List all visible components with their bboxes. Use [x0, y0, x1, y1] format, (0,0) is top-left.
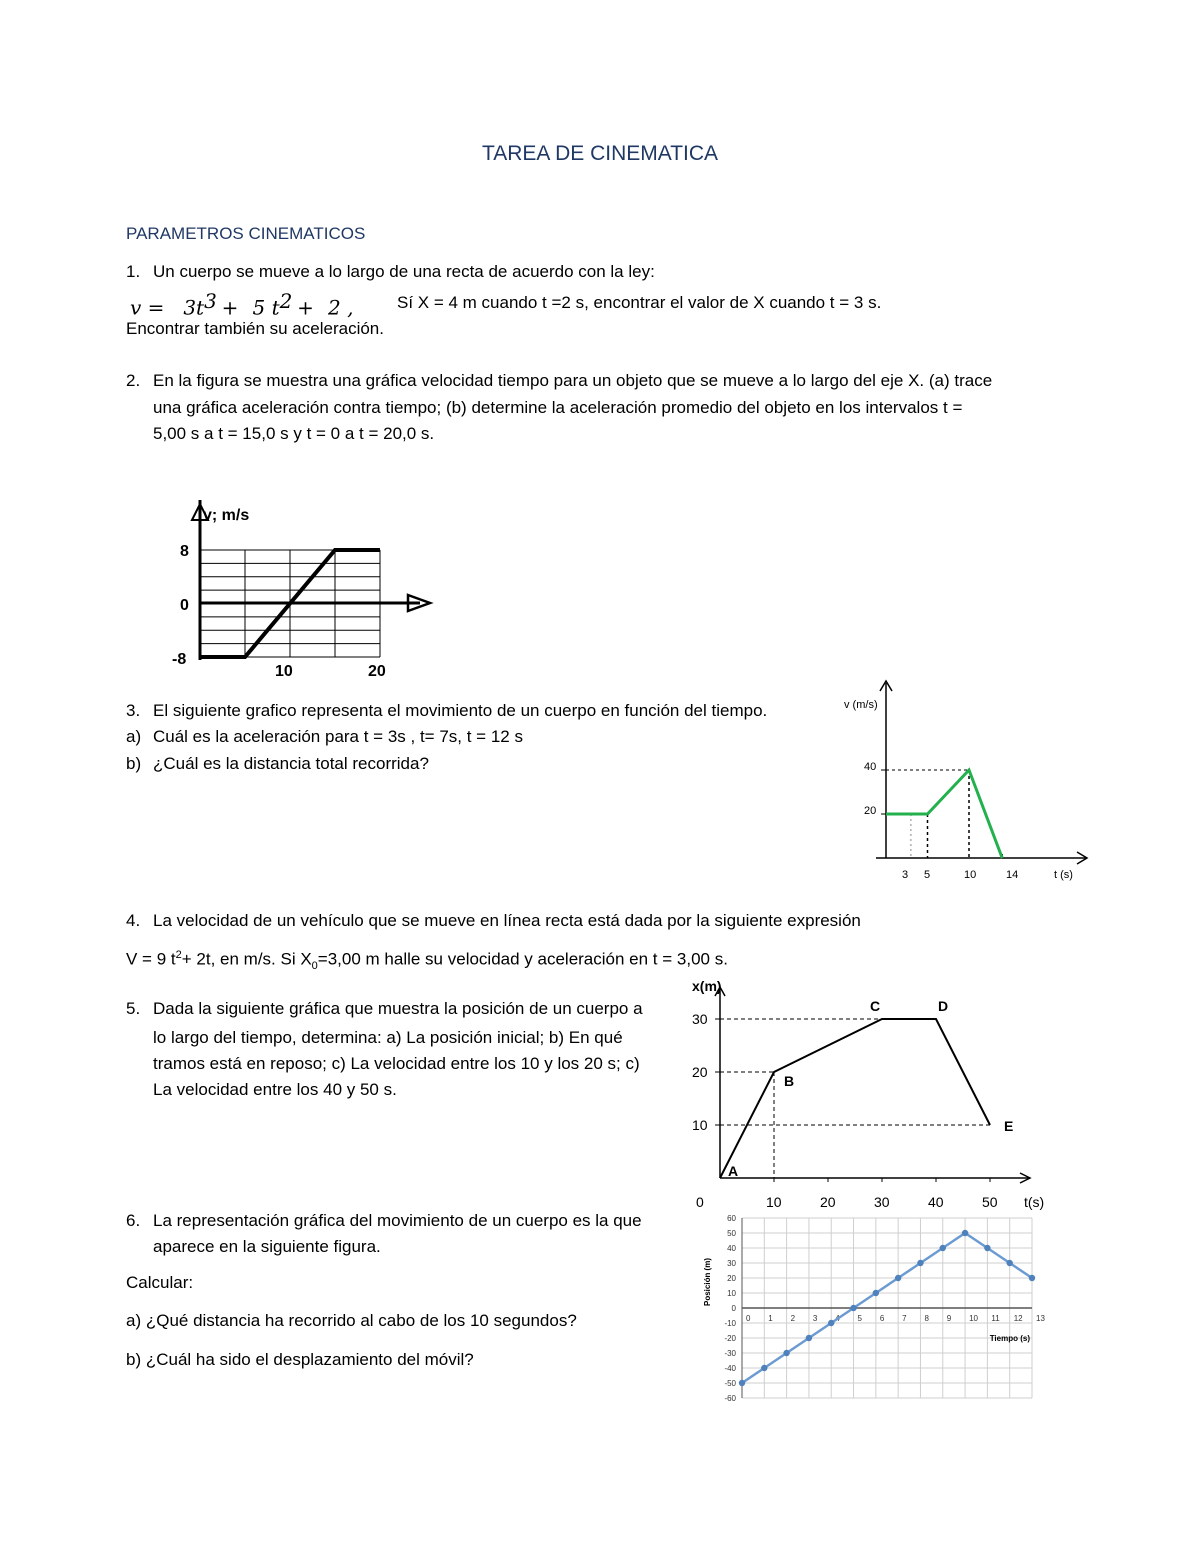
option-label: b) — [126, 754, 142, 773]
question-6-a: a) ¿Qué distancia ha recorrido al cabo de los 10 segundos? — [126, 1311, 577, 1330]
data-point — [806, 1335, 812, 1341]
y-tick-label: 10 — [727, 1289, 736, 1298]
question-text: Un cuerpo se mueve a lo largo de una recta de acuerdo con la ley: — [153, 262, 655, 281]
x-tick-label: 1 — [768, 1314, 773, 1323]
data-point — [850, 1305, 856, 1311]
option-text: ¿Cuál es la distancia total recorrida? — [153, 754, 429, 773]
position-graph-2 — [690, 1210, 1050, 1410]
y-tick-label: -20 — [724, 1334, 736, 1343]
x-tick-label: 0 — [696, 1194, 704, 1210]
data-point — [962, 1230, 968, 1236]
eq-exp-b: 2 — [279, 289, 293, 313]
y-axis-label: x(m) — [692, 978, 722, 994]
y-axis-label: v; m/s — [203, 507, 250, 524]
y-axis-label: Posición (m) — [703, 1257, 712, 1307]
data-point — [895, 1275, 901, 1281]
x-tick-label: 0 — [746, 1314, 751, 1323]
question-4 — [126, 908, 861, 934]
x-axis-label: t(s) — [1024, 1194, 1045, 1210]
data-point — [828, 1320, 834, 1326]
expression-part: =3,00 m halle su velocidad y aceleración en t = 3,00 s. — [317, 949, 728, 969]
question-5 — [126, 996, 643, 1022]
y-tick-label: -8 — [172, 651, 187, 668]
question-text: La velocidad de un vehículo que se mueve en línea recta está dada por la siguiente expresión — [153, 911, 861, 930]
question-6-line2: aparece en la siguiente figura. — [153, 1237, 381, 1256]
expression-subscript: 0 — [311, 960, 318, 973]
y-tick-label: 8 — [180, 543, 189, 560]
section-heading: PARAMETROS CINEMATICOS — [126, 224, 366, 243]
question-3 — [126, 698, 767, 724]
eq-term-b: 5 t — [252, 295, 280, 320]
x-tick-label: 5 — [924, 869, 931, 881]
question-5-line2: lo largo del tiempo, determina: a) La posición inicial; b) En qué — [153, 1028, 623, 1047]
x-tick-label: 10 — [969, 1314, 978, 1323]
velocity-graph-2 — [836, 675, 1096, 890]
y-tick-label: 40 — [727, 1244, 736, 1253]
velocity-graph-1 — [160, 500, 450, 690]
data-point — [1006, 1260, 1012, 1266]
question-1-condition: Sí X = 4 m cuando t =2 s, encontrar el valor de X cuando t = 3 s. — [397, 293, 882, 312]
x-tick-label: 3 — [902, 869, 909, 881]
question-number: 1. — [126, 262, 141, 281]
question-5-line3: tramos está en reposo; c) La velocidad entre los 10 y los 20 s; c) — [153, 1054, 640, 1073]
question-2-line2: una gráfica aceleración contra tiempo; (b) determine la aceleración promedio del objeto en los intervalos t = — [153, 398, 963, 417]
y-tick-label: 40 — [864, 761, 877, 773]
page-title: TAREA DE CINEMATICA — [481, 142, 719, 165]
point-label: D — [938, 998, 949, 1014]
x-tick-label: 12 — [1013, 1314, 1023, 1323]
y-tick-label: 60 — [727, 1214, 736, 1223]
question-2-line3: 5,00 s a t = 15,0 s y t = 0 a t = 20,0 s. — [153, 424, 435, 443]
x-tick-label: 14 — [1006, 869, 1019, 881]
x-tick-label: 50 — [982, 1194, 998, 1210]
y-tick-label: -10 — [724, 1319, 736, 1328]
x-axis-label: t (s) — [1054, 869, 1073, 881]
y-axis-label: v (m/s) — [844, 699, 878, 711]
x-tick-label: 5 — [857, 1314, 862, 1323]
question-text: El siguiente grafico representa el movimiento de un cuerpo en función del tiempo. — [153, 701, 768, 720]
data-point — [917, 1260, 923, 1266]
eq-v: v = — [130, 295, 165, 320]
x-tick-label: 8 — [924, 1314, 929, 1323]
data-point — [761, 1365, 767, 1371]
y-tick-label: 20 — [727, 1274, 736, 1283]
position-line — [720, 1019, 990, 1178]
plot-area — [703, 1214, 1045, 1403]
y-tick-label: 10 — [692, 1117, 708, 1133]
y-tick-label: 20 — [864, 805, 877, 817]
data-point — [940, 1245, 946, 1251]
point-label: E — [1004, 1118, 1014, 1134]
question-number: 3. — [126, 701, 141, 720]
x-tick-label: 7 — [902, 1314, 907, 1323]
position-graph-1 — [680, 975, 1060, 1215]
option-label: a) — [126, 727, 142, 746]
data-point — [873, 1290, 879, 1296]
point-label: A — [728, 1163, 739, 1179]
question-number: 5. — [126, 999, 141, 1018]
question-3-a — [126, 724, 523, 750]
y-tick-label: 50 — [727, 1229, 736, 1238]
x-tick-label: 11 — [991, 1314, 1000, 1323]
x-axis-label: Tiempo (s) — [989, 1334, 1030, 1343]
x-tick-label: 10 — [964, 869, 977, 881]
question-4-line2 — [126, 942, 728, 979]
question-6-calc: Calcular: — [126, 1273, 194, 1292]
question-number: 6. — [126, 1211, 141, 1230]
question-6 — [126, 1208, 642, 1234]
x-tick-label: 20 — [368, 663, 386, 680]
question-number: 4. — [126, 911, 141, 930]
eq-exp-a: 3 — [204, 289, 217, 313]
eq-term-a: 3t — [183, 295, 205, 320]
y-tick-label: -30 — [724, 1349, 736, 1358]
data-point — [1029, 1275, 1035, 1281]
y-tick-label: 20 — [692, 1064, 708, 1080]
question-number: 2. — [126, 371, 141, 390]
question-text: Dada la siguiente gráfica que muestra la posición de un cuerpo a — [153, 999, 643, 1018]
y-tick-label: 30 — [692, 1011, 708, 1027]
option-text: Cuál es la aceleración para t = 3s , t= 7s, t = 12 s — [153, 727, 523, 746]
question-1 — [126, 259, 655, 285]
x-tick-label: 6 — [879, 1314, 885, 1323]
question-6-b: b) ¿Cuál ha sido el desplazamiento del móvil? — [126, 1350, 474, 1369]
data-point — [739, 1380, 745, 1386]
x-tick-label: 3 — [812, 1314, 818, 1323]
question-3-b — [126, 751, 429, 777]
question-2 — [126, 368, 992, 394]
x-tick-label: 9 — [946, 1314, 952, 1323]
x-tick-label: 30 — [874, 1194, 890, 1210]
data-point — [984, 1245, 990, 1251]
expression-exponent: 2 — [175, 949, 182, 961]
x-tick-label: 10 — [275, 663, 293, 680]
question-text: La representación gráfica del movimiento de un cuerpo es la que — [153, 1211, 642, 1230]
x-tick-label: 10 — [766, 1194, 782, 1210]
expression-part: V = 9 t — [126, 949, 176, 969]
question-5-line4: La velocidad entre los 40 y 50 s. — [153, 1080, 397, 1099]
velocity-line — [886, 770, 1002, 858]
point-label: C — [870, 998, 881, 1014]
question-text: En la figura se muestra una gráfica velocidad tiempo para un objeto que se mueve a lo largo del eje X. (a) trace — [153, 371, 993, 390]
y-tick-label: 30 — [727, 1259, 736, 1268]
eq-term-c: 2 , — [328, 295, 354, 320]
eq-plus: + — [221, 295, 239, 320]
x-tick-label: 20 — [820, 1194, 836, 1210]
x-tick-label: 4 — [835, 1314, 840, 1323]
expression-part: + 2t, en m/s. Si X — [181, 949, 312, 969]
x-tick-label: 13 — [1036, 1314, 1045, 1323]
y-tick-label: 0 — [180, 597, 189, 614]
y-tick-label: -60 — [724, 1394, 736, 1403]
y-tick-label: 0 — [731, 1304, 736, 1313]
data-point — [783, 1350, 789, 1356]
eq-plus: + — [297, 295, 314, 320]
point-label: B — [784, 1073, 795, 1089]
y-tick-label: -40 — [724, 1364, 736, 1373]
x-tick-label: 40 — [928, 1194, 944, 1210]
question-1-line3: Encontrar también su aceleración. — [126, 319, 384, 338]
y-tick-label: -50 — [724, 1379, 736, 1388]
x-tick-label: 2 — [790, 1314, 796, 1323]
